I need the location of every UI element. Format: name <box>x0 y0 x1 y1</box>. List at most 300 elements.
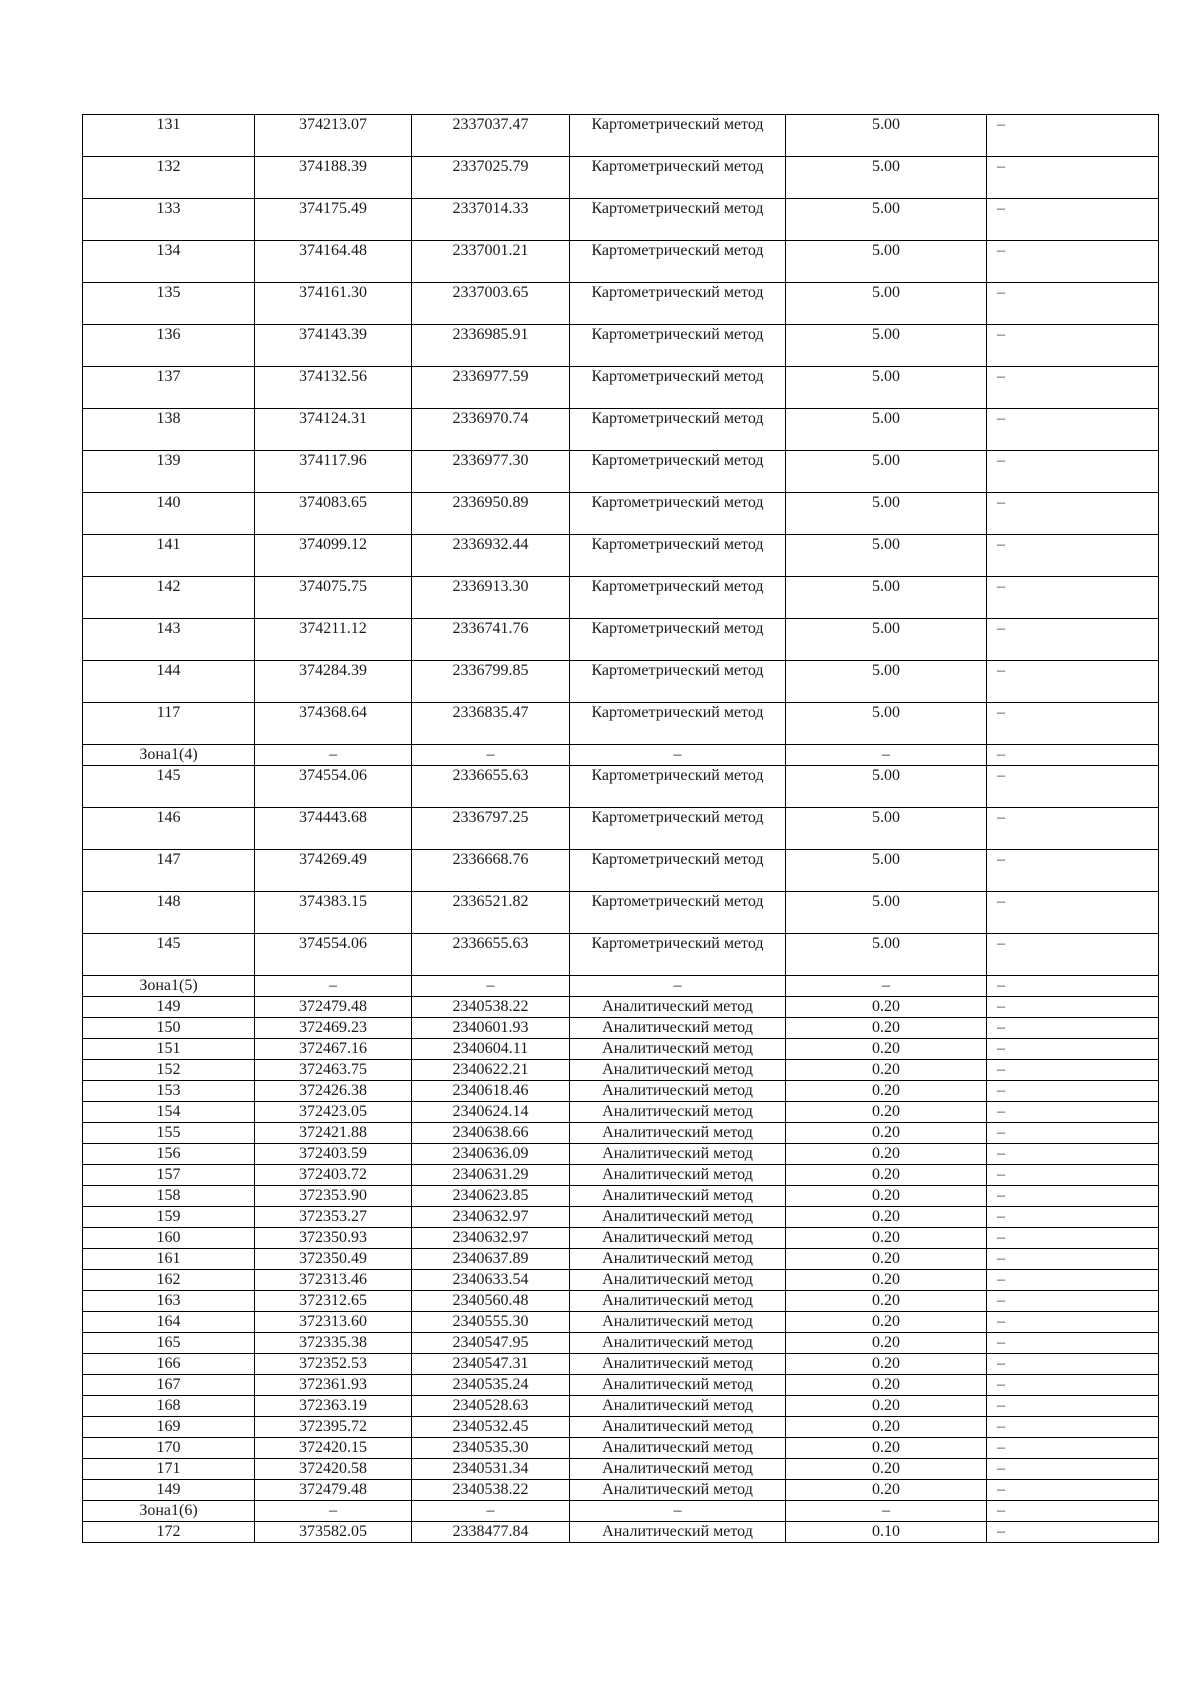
x-coordinate-cell: 372420.15 <box>255 1438 412 1459</box>
note-cell: – <box>987 1480 1159 1501</box>
y-coordinate-cell: 2336521.82 <box>412 892 570 934</box>
table-row <box>83 1039 1159 1060</box>
coordinates-table <box>82 114 1159 1543</box>
x-coordinate-cell: 374075.75 <box>255 577 412 619</box>
x-coordinate-cell: 374368.64 <box>255 703 412 745</box>
accuracy-cell: 0.20 <box>786 1249 987 1270</box>
x-coordinate-cell: 372353.90 <box>255 1186 412 1207</box>
accuracy-cell: 0.20 <box>786 1039 987 1060</box>
coordinates-table-body <box>83 115 1159 1543</box>
point-number-cell: 140 <box>83 493 255 535</box>
table-row <box>83 1270 1159 1291</box>
x-coordinate-cell: 374269.49 <box>255 850 412 892</box>
y-coordinate-cell: 2340538.22 <box>412 1480 570 1501</box>
accuracy-cell: 0.20 <box>786 1396 987 1417</box>
y-coordinate-cell: 2340538.22 <box>412 997 570 1018</box>
method-cell: Аналитический метод <box>570 1291 786 1312</box>
accuracy-cell: 5.00 <box>786 808 987 850</box>
x-coordinate-cell: 372361.93 <box>255 1375 412 1396</box>
x-coordinate-cell: 373582.05 <box>255 1522 412 1543</box>
note-cell: – <box>987 661 1159 703</box>
point-number-cell: 160 <box>83 1228 255 1249</box>
note-cell: – <box>987 619 1159 661</box>
note-cell: – <box>987 1459 1159 1480</box>
accuracy-cell: 0.20 <box>786 1018 987 1039</box>
x-coordinate-cell: 374554.06 <box>255 766 412 808</box>
method-cell: Аналитический метод <box>570 1417 786 1438</box>
x-coordinate-cell: 372479.48 <box>255 997 412 1018</box>
table-row <box>83 451 1159 493</box>
note-cell: – <box>987 1018 1159 1039</box>
method-cell: Аналитический метод <box>570 1375 786 1396</box>
table-row <box>83 1291 1159 1312</box>
table-row <box>83 283 1159 325</box>
note-cell: – <box>987 283 1159 325</box>
method-cell: Картометрический метод <box>570 892 786 934</box>
note-cell: – <box>987 1270 1159 1291</box>
point-number-cell: Зона1(5) <box>83 976 255 997</box>
point-number-cell: 148 <box>83 892 255 934</box>
point-number-cell: 151 <box>83 1039 255 1060</box>
note-cell: – <box>987 808 1159 850</box>
point-number-cell: 165 <box>83 1333 255 1354</box>
point-number-cell: 169 <box>83 1417 255 1438</box>
method-cell: Аналитический метод <box>570 1480 786 1501</box>
note-cell: – <box>987 1228 1159 1249</box>
note-cell: – <box>987 1291 1159 1312</box>
method-cell: Картометрический метод <box>570 661 786 703</box>
point-number-cell: 170 <box>83 1438 255 1459</box>
y-coordinate-cell: 2340623.85 <box>412 1186 570 1207</box>
table-row <box>83 199 1159 241</box>
method-cell: Картометрический метод <box>570 199 786 241</box>
note-cell: – <box>987 892 1159 934</box>
x-coordinate-cell: 372363.19 <box>255 1396 412 1417</box>
accuracy-cell: 5.00 <box>786 283 987 325</box>
note-cell: – <box>987 1039 1159 1060</box>
table-row <box>83 703 1159 745</box>
accuracy-cell: 0.20 <box>786 1081 987 1102</box>
note-cell: – <box>987 1354 1159 1375</box>
method-cell: Аналитический метод <box>570 1459 786 1480</box>
y-coordinate-cell: 2340632.97 <box>412 1207 570 1228</box>
point-number-cell: 164 <box>83 1312 255 1333</box>
table-row <box>83 1438 1159 1459</box>
note-cell: – <box>987 493 1159 535</box>
x-coordinate-cell: 374099.12 <box>255 535 412 577</box>
y-coordinate-cell: 2336835.47 <box>412 703 570 745</box>
x-coordinate-cell: 372423.05 <box>255 1102 412 1123</box>
table-row <box>83 1312 1159 1333</box>
x-coordinate-cell: 374132.56 <box>255 367 412 409</box>
note-cell: – <box>987 976 1159 997</box>
note-cell: – <box>987 1144 1159 1165</box>
x-coordinate-cell: 372463.75 <box>255 1060 412 1081</box>
y-coordinate-cell: 2336741.76 <box>412 619 570 661</box>
table-row <box>83 409 1159 451</box>
y-coordinate-cell: 2340528.63 <box>412 1396 570 1417</box>
method-cell: Картометрический метод <box>570 493 786 535</box>
accuracy-cell: 5.00 <box>786 451 987 493</box>
y-coordinate-cell: 2340624.14 <box>412 1102 570 1123</box>
method-cell: Аналитический метод <box>570 1396 786 1417</box>
method-cell: Аналитический метод <box>570 1438 786 1459</box>
point-number-cell: 156 <box>83 1144 255 1165</box>
method-cell: Аналитический метод <box>570 1018 786 1039</box>
point-number-cell: 161 <box>83 1249 255 1270</box>
table-row <box>83 1249 1159 1270</box>
x-coordinate-cell: – <box>255 976 412 997</box>
point-number-cell: 150 <box>83 1018 255 1039</box>
method-cell: Картометрический метод <box>570 325 786 367</box>
table-row <box>83 892 1159 934</box>
method-cell: Аналитический метод <box>570 1207 786 1228</box>
accuracy-cell: 0.20 <box>786 1207 987 1228</box>
method-cell: Картометрический метод <box>570 619 786 661</box>
accuracy-cell: 5.00 <box>786 619 987 661</box>
accuracy-cell: 5.00 <box>786 493 987 535</box>
accuracy-cell: 5.00 <box>786 115 987 157</box>
method-cell: Картометрический метод <box>570 703 786 745</box>
point-number-cell: 135 <box>83 283 255 325</box>
x-coordinate-cell: 374117.96 <box>255 451 412 493</box>
y-coordinate-cell: 2337003.65 <box>412 283 570 325</box>
y-coordinate-cell: 2336668.76 <box>412 850 570 892</box>
accuracy-cell: 0.20 <box>786 1144 987 1165</box>
method-cell: Картометрический метод <box>570 577 786 619</box>
note-cell: – <box>987 115 1159 157</box>
note-cell: – <box>987 1060 1159 1081</box>
point-number-cell: 145 <box>83 766 255 808</box>
table-row <box>83 1186 1159 1207</box>
x-coordinate-cell: 374213.07 <box>255 115 412 157</box>
accuracy-cell: 0.10 <box>786 1522 987 1543</box>
y-coordinate-cell: 2340618.46 <box>412 1081 570 1102</box>
accuracy-cell: 0.20 <box>786 1123 987 1144</box>
note-cell: – <box>987 577 1159 619</box>
x-coordinate-cell: 372479.48 <box>255 1480 412 1501</box>
y-coordinate-cell: 2336977.30 <box>412 451 570 493</box>
point-number-cell: 153 <box>83 1081 255 1102</box>
table-row <box>83 1207 1159 1228</box>
y-coordinate-cell: 2336797.25 <box>412 808 570 850</box>
accuracy-cell: 0.20 <box>786 1312 987 1333</box>
y-coordinate-cell: 2337037.47 <box>412 115 570 157</box>
x-coordinate-cell: 372313.46 <box>255 1270 412 1291</box>
y-coordinate-cell: 2337001.21 <box>412 241 570 283</box>
method-cell: Картометрический метод <box>570 850 786 892</box>
table-row <box>83 1459 1159 1480</box>
table-row <box>83 1228 1159 1249</box>
method-cell: Аналитический метод <box>570 1270 786 1291</box>
x-coordinate-cell: 372403.59 <box>255 1144 412 1165</box>
x-coordinate-cell: 372350.49 <box>255 1249 412 1270</box>
y-coordinate-cell: – <box>412 976 570 997</box>
x-coordinate-cell: 374383.15 <box>255 892 412 934</box>
x-coordinate-cell: 372467.16 <box>255 1039 412 1060</box>
y-coordinate-cell: 2340531.34 <box>412 1459 570 1480</box>
table-row <box>83 493 1159 535</box>
table-row <box>83 934 1159 976</box>
accuracy-cell: 0.20 <box>786 1375 987 1396</box>
table-row <box>83 1375 1159 1396</box>
method-cell: Картометрический метод <box>570 367 786 409</box>
x-coordinate-cell: 374143.39 <box>255 325 412 367</box>
note-cell: – <box>987 1207 1159 1228</box>
table-row <box>83 157 1159 199</box>
table-row <box>83 1165 1159 1186</box>
note-cell: – <box>987 1417 1159 1438</box>
table-row <box>83 1396 1159 1417</box>
point-number-cell: 139 <box>83 451 255 493</box>
table-row <box>83 1333 1159 1354</box>
table-row <box>83 1144 1159 1165</box>
point-number-cell: 141 <box>83 535 255 577</box>
note-cell: – <box>987 703 1159 745</box>
accuracy-cell: 0.20 <box>786 1291 987 1312</box>
x-coordinate-cell: 374161.30 <box>255 283 412 325</box>
note-cell: – <box>987 157 1159 199</box>
method-cell: Картометрический метод <box>570 283 786 325</box>
method-cell: Картометрический метод <box>570 808 786 850</box>
zone-header-row <box>83 745 1159 766</box>
note-cell: – <box>987 535 1159 577</box>
method-cell: Аналитический метод <box>570 1333 786 1354</box>
point-number-cell: 154 <box>83 1102 255 1123</box>
y-coordinate-cell: 2336655.63 <box>412 934 570 976</box>
note-cell: – <box>987 1333 1159 1354</box>
accuracy-cell: 5.00 <box>786 241 987 283</box>
note-cell: – <box>987 1249 1159 1270</box>
accuracy-cell: 0.20 <box>786 1165 987 1186</box>
point-number-cell: 171 <box>83 1459 255 1480</box>
point-number-cell: 152 <box>83 1060 255 1081</box>
point-number-cell: 136 <box>83 325 255 367</box>
point-number-cell: 159 <box>83 1207 255 1228</box>
note-cell: – <box>987 1186 1159 1207</box>
method-cell: Картометрический метод <box>570 451 786 493</box>
method-cell: Картометрический метод <box>570 535 786 577</box>
table-row <box>83 1123 1159 1144</box>
method-cell: Аналитический метод <box>570 1123 786 1144</box>
point-number-cell: 172 <box>83 1522 255 1543</box>
point-number-cell: 157 <box>83 1165 255 1186</box>
accuracy-cell: 0.20 <box>786 1333 987 1354</box>
accuracy-cell: 5.00 <box>786 157 987 199</box>
accuracy-cell: 5.00 <box>786 766 987 808</box>
table-row <box>83 808 1159 850</box>
accuracy-cell: 5.00 <box>786 367 987 409</box>
y-coordinate-cell: 2340631.29 <box>412 1165 570 1186</box>
table-row <box>83 1480 1159 1501</box>
table-row <box>83 1354 1159 1375</box>
table-row <box>83 241 1159 283</box>
note-cell: – <box>987 1396 1159 1417</box>
point-number-cell: 117 <box>83 703 255 745</box>
note-cell: – <box>987 1501 1159 1522</box>
x-coordinate-cell: 374554.06 <box>255 934 412 976</box>
y-coordinate-cell: 2340601.93 <box>412 1018 570 1039</box>
point-number-cell: 167 <box>83 1375 255 1396</box>
y-coordinate-cell: 2336977.59 <box>412 367 570 409</box>
note-cell: – <box>987 1081 1159 1102</box>
x-coordinate-cell: 372312.65 <box>255 1291 412 1312</box>
note-cell: – <box>987 1522 1159 1543</box>
y-coordinate-cell: 2340637.89 <box>412 1249 570 1270</box>
table-row <box>83 1522 1159 1543</box>
method-cell: Картометрический метод <box>570 241 786 283</box>
x-coordinate-cell: 372335.38 <box>255 1333 412 1354</box>
accuracy-cell: 5.00 <box>786 535 987 577</box>
y-coordinate-cell: – <box>412 745 570 766</box>
y-coordinate-cell: 2336799.85 <box>412 661 570 703</box>
accuracy-cell: – <box>786 1501 987 1522</box>
x-coordinate-cell: 374124.31 <box>255 409 412 451</box>
method-cell: Аналитический метод <box>570 1354 786 1375</box>
y-coordinate-cell: 2336985.91 <box>412 325 570 367</box>
method-cell: Аналитический метод <box>570 1102 786 1123</box>
y-coordinate-cell: 2340547.31 <box>412 1354 570 1375</box>
y-coordinate-cell: 2336932.44 <box>412 535 570 577</box>
method-cell: Аналитический метод <box>570 1312 786 1333</box>
method-cell: Аналитический метод <box>570 1081 786 1102</box>
x-coordinate-cell: 372403.72 <box>255 1165 412 1186</box>
note-cell: – <box>987 1438 1159 1459</box>
accuracy-cell: 0.20 <box>786 1102 987 1123</box>
y-coordinate-cell: 2340555.30 <box>412 1312 570 1333</box>
y-coordinate-cell: 2336950.89 <box>412 493 570 535</box>
accuracy-cell: 0.20 <box>786 1060 987 1081</box>
y-coordinate-cell: 2340604.11 <box>412 1039 570 1060</box>
table-row <box>83 115 1159 157</box>
method-cell: Аналитический метод <box>570 997 786 1018</box>
x-coordinate-cell: 372353.27 <box>255 1207 412 1228</box>
table-row <box>83 1060 1159 1081</box>
method-cell: Аналитический метод <box>570 1060 786 1081</box>
x-coordinate-cell: 374164.48 <box>255 241 412 283</box>
y-coordinate-cell: 2336655.63 <box>412 766 570 808</box>
point-number-cell: 137 <box>83 367 255 409</box>
accuracy-cell: – <box>786 745 987 766</box>
table-row <box>83 367 1159 409</box>
point-number-cell: 155 <box>83 1123 255 1144</box>
y-coordinate-cell: 2340633.54 <box>412 1270 570 1291</box>
method-cell: Картометрический метод <box>570 409 786 451</box>
zone-header-row <box>83 1501 1159 1522</box>
accuracy-cell: – <box>786 976 987 997</box>
x-coordinate-cell: – <box>255 745 412 766</box>
accuracy-cell: 5.00 <box>786 892 987 934</box>
point-number-cell: 145 <box>83 934 255 976</box>
accuracy-cell: 5.00 <box>786 325 987 367</box>
note-cell: – <box>987 1102 1159 1123</box>
method-cell: Аналитический метод <box>570 1249 786 1270</box>
table-row <box>83 1018 1159 1039</box>
note-cell: – <box>987 850 1159 892</box>
x-coordinate-cell: 372313.60 <box>255 1312 412 1333</box>
y-coordinate-cell: 2340638.66 <box>412 1123 570 1144</box>
y-coordinate-cell: 2340535.24 <box>412 1375 570 1396</box>
method-cell: Аналитический метод <box>570 1165 786 1186</box>
x-coordinate-cell: 372469.23 <box>255 1018 412 1039</box>
method-cell: Аналитический метод <box>570 1228 786 1249</box>
accuracy-cell: 0.20 <box>786 1480 987 1501</box>
x-coordinate-cell: – <box>255 1501 412 1522</box>
accuracy-cell: 0.20 <box>786 1186 987 1207</box>
table-row <box>83 535 1159 577</box>
y-coordinate-cell: – <box>412 1501 570 1522</box>
accuracy-cell: 5.00 <box>786 409 987 451</box>
point-number-cell: 162 <box>83 1270 255 1291</box>
accuracy-cell: 0.20 <box>786 997 987 1018</box>
note-cell: – <box>987 1375 1159 1396</box>
y-coordinate-cell: 2338477.84 <box>412 1522 570 1543</box>
x-coordinate-cell: 372350.93 <box>255 1228 412 1249</box>
note-cell: – <box>987 997 1159 1018</box>
note-cell: – <box>987 241 1159 283</box>
y-coordinate-cell: 2336970.74 <box>412 409 570 451</box>
method-cell: Картометрический метод <box>570 934 786 976</box>
point-number-cell: 134 <box>83 241 255 283</box>
table-row <box>83 997 1159 1018</box>
point-number-cell: 144 <box>83 661 255 703</box>
method-cell: – <box>570 745 786 766</box>
method-cell: – <box>570 976 786 997</box>
x-coordinate-cell: 374443.68 <box>255 808 412 850</box>
point-number-cell: 142 <box>83 577 255 619</box>
table-row <box>83 577 1159 619</box>
method-cell: Аналитический метод <box>570 1186 786 1207</box>
x-coordinate-cell: 372395.72 <box>255 1417 412 1438</box>
accuracy-cell: 5.00 <box>786 199 987 241</box>
note-cell: – <box>987 325 1159 367</box>
method-cell: Картометрический метод <box>570 157 786 199</box>
table-row <box>83 1081 1159 1102</box>
method-cell: Картометрический метод <box>570 115 786 157</box>
method-cell: Аналитический метод <box>570 1144 786 1165</box>
x-coordinate-cell: 374211.12 <box>255 619 412 661</box>
y-coordinate-cell: 2340532.45 <box>412 1417 570 1438</box>
table-row <box>83 1102 1159 1123</box>
point-number-cell: 146 <box>83 808 255 850</box>
point-number-cell: 158 <box>83 1186 255 1207</box>
x-coordinate-cell: 374188.39 <box>255 157 412 199</box>
note-cell: – <box>987 367 1159 409</box>
point-number-cell: 131 <box>83 115 255 157</box>
point-number-cell: Зона1(6) <box>83 1501 255 1522</box>
y-coordinate-cell: 2340547.95 <box>412 1333 570 1354</box>
point-number-cell: 133 <box>83 199 255 241</box>
accuracy-cell: 5.00 <box>786 577 987 619</box>
note-cell: – <box>987 1312 1159 1333</box>
table-row <box>83 325 1159 367</box>
method-cell: – <box>570 1501 786 1522</box>
y-coordinate-cell: 2340632.97 <box>412 1228 570 1249</box>
point-number-cell: 166 <box>83 1354 255 1375</box>
point-number-cell: 132 <box>83 157 255 199</box>
note-cell: – <box>987 1123 1159 1144</box>
accuracy-cell: 5.00 <box>786 661 987 703</box>
x-coordinate-cell: 374083.65 <box>255 493 412 535</box>
y-coordinate-cell: 2340636.09 <box>412 1144 570 1165</box>
x-coordinate-cell: 372421.88 <box>255 1123 412 1144</box>
x-coordinate-cell: 374175.49 <box>255 199 412 241</box>
note-cell: – <box>987 745 1159 766</box>
y-coordinate-cell: 2337025.79 <box>412 157 570 199</box>
table-row <box>83 619 1159 661</box>
x-coordinate-cell: 372352.53 <box>255 1354 412 1375</box>
accuracy-cell: 5.00 <box>786 934 987 976</box>
